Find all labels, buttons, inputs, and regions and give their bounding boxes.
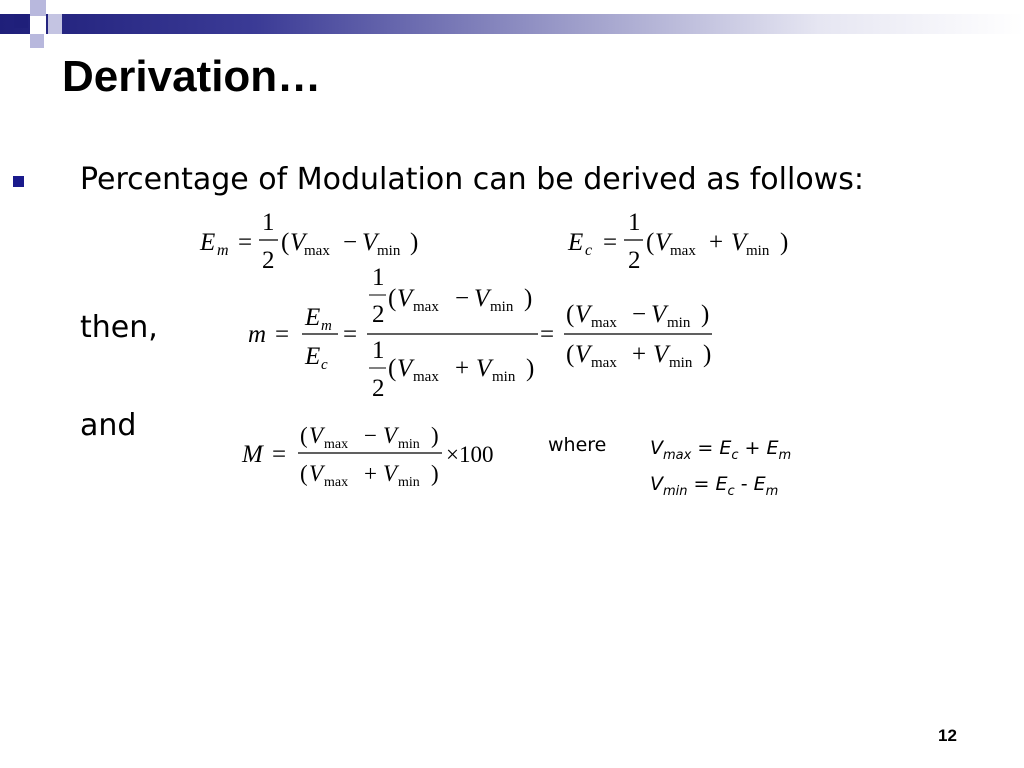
svg-text:E: E [200,229,216,256]
bullet-text: Percentage of Modulation can be derived as follows: [80,162,864,197]
equation-m [248,264,712,402]
where-label: where [548,434,607,456]
svg-text:2: 2 [262,247,275,274]
svg-text:max: max [413,299,439,315]
svg-text:max: max [304,243,330,259]
svg-text:): ) [526,355,535,382]
svg-text:V: V [290,229,306,256]
svg-text:×100: ×100 [446,442,494,467]
svg-text:): ) [524,285,533,312]
svg-text:(: ( [388,355,397,382]
svg-text:min: min [669,355,693,371]
equation-ec [567,209,788,274]
svg-text:=: = [343,321,358,348]
svg-text:=: = [540,321,555,348]
svg-text:V: V [474,285,490,312]
then-label: then, [80,310,158,345]
svg-text:V: V [653,341,669,368]
svg-text:V: V [309,423,324,448]
svg-text:V: V [731,229,747,256]
svg-text:(: ( [300,461,308,486]
svg-text:(: ( [566,301,575,328]
svg-text:+: + [455,355,470,382]
svg-text:(: ( [281,229,290,256]
svg-text:1: 1 [372,337,385,364]
svg-text:max: max [324,437,349,452]
svg-text:min: min [492,369,516,385]
svg-text:): ) [703,341,712,368]
svg-text:−: − [343,229,358,256]
svg-text:+: + [632,341,647,368]
svg-text:): ) [780,229,789,256]
svg-text:V: V [397,285,413,312]
svg-text:(: ( [300,423,308,448]
svg-text:=: = [272,441,287,468]
svg-text:): ) [701,301,710,328]
svg-text:M: M [242,441,263,468]
svg-text:min: min [398,475,420,490]
svg-text:min: min [490,299,514,315]
vmax-definition: $V_{max} = E_c + E_m$ [650,437,792,463]
svg-text:1: 1 [262,209,275,236]
svg-text:+: + [709,229,724,256]
svg-text:): ) [431,423,439,448]
svg-text:E: E [305,343,321,370]
svg-text:m: m [217,242,229,259]
svg-text:m: m [321,318,332,334]
svg-text:min: min [377,243,401,259]
equation-em [199,209,418,274]
svg-text:c: c [321,357,328,373]
svg-text:max: max [591,315,617,331]
equation-M [241,423,493,490]
slide-title: Derivation… [62,52,322,101]
svg-text:(: ( [566,341,575,368]
svg-text:max: max [670,243,696,259]
svg-text:+: + [364,461,377,486]
svg-text:c: c [585,242,593,259]
svg-text:1: 1 [628,209,641,236]
svg-text:1: 1 [372,264,385,291]
svg-text:max: max [413,369,439,385]
and-label: and [80,408,137,443]
svg-text:2: 2 [372,301,385,328]
svg-text:2: 2 [628,247,641,274]
svg-text:=: = [275,321,290,348]
svg-text:min: min [746,243,770,259]
svg-text:=: = [603,229,618,256]
svg-text:V: V [309,461,324,486]
svg-text:V: V [655,229,671,256]
svg-text:V: V [362,229,378,256]
svg-text:V: V [575,301,591,328]
svg-text:min: min [667,315,691,331]
variable-definitions [650,434,791,506]
svg-text:V: V [575,341,591,368]
svg-text:E: E [568,229,584,256]
svg-text:): ) [431,461,439,486]
vmin-definition: $V_{min} = E_c - E_m$ [650,472,779,499]
svg-text:−: − [455,285,470,312]
svg-text:=: = [238,229,253,256]
svg-text:max: max [591,355,617,371]
svg-text:(: ( [388,285,397,312]
svg-text:V: V [476,355,492,382]
page-number: 12 [938,726,957,745]
svg-text:2: 2 [372,375,385,402]
svg-text:−: − [632,301,647,328]
svg-text:(: ( [646,229,655,256]
svg-text:V: V [397,355,413,382]
svg-text:min: min [398,437,420,452]
svg-text:V: V [651,301,667,328]
svg-text:V: V [383,423,398,448]
svg-text:V: V [383,461,398,486]
svg-text:max: max [324,475,349,490]
svg-text:m: m [248,321,267,348]
svg-text:): ) [410,229,419,256]
svg-text:E: E [305,304,321,331]
svg-text:−: − [364,423,377,448]
